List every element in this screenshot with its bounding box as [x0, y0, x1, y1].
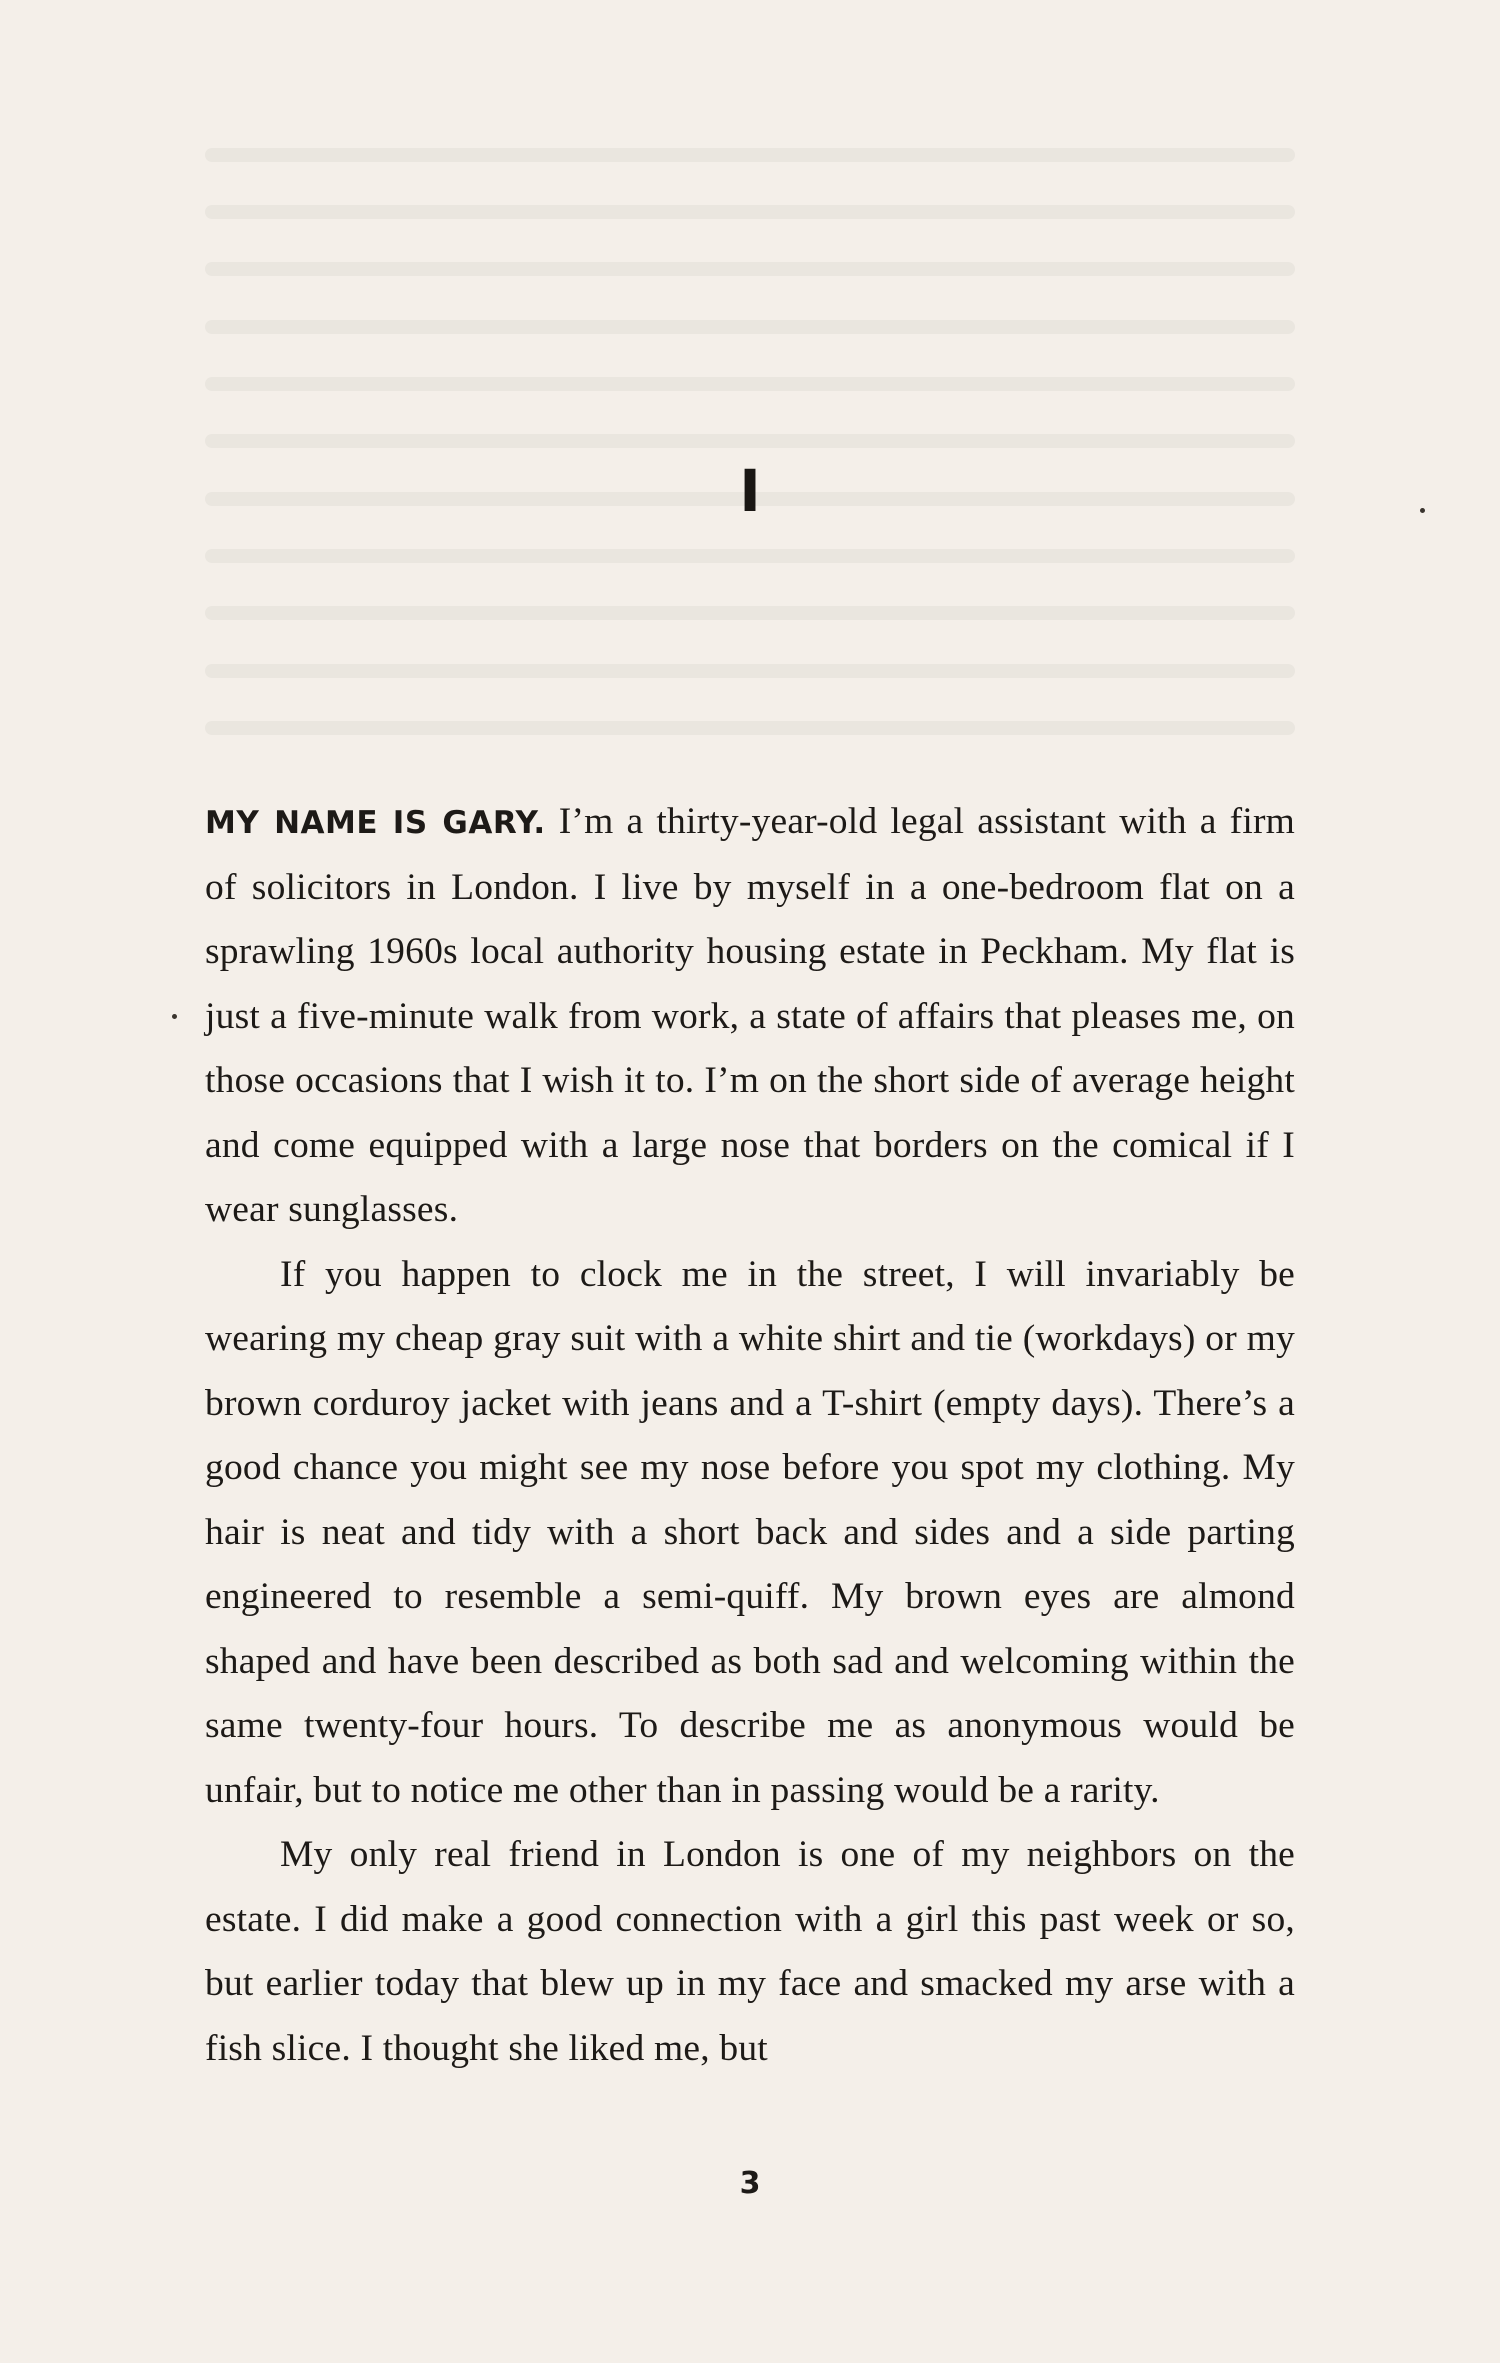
page-number: 3: [739, 2166, 761, 2201]
bleed-through-line: [205, 377, 1295, 391]
paper-speck: [172, 1014, 177, 1019]
bleed-through-line: [205, 262, 1295, 276]
bleed-through-line: [205, 549, 1295, 563]
paragraph-1-text: I’m a thirty-year-old legal assistant with a firm of solicitors in London. I live by myself in a one-bedroom flat on a sprawling 1960s local authority housing estate in Peckham. My flat is just a five-minute walk from work, a state of affairs that pleases me, on those occasions that I wish it to. I’m on the short side of average height and come equipped with a large nose that borders on the comical if I wear sunglasses.: [205, 801, 1295, 1230]
paragraph-1: [205, 790, 1295, 1243]
bleed-through-line: [205, 606, 1295, 620]
bleed-through-line: [205, 320, 1295, 334]
bleed-through-line: [205, 721, 1295, 735]
paragraph-3: My only real friend in London is one of my neighbors on the estate. I did make a good connection with a girl this past week or so, but earlier today that blew up in my face and smacked my arse with a fish slice. I thought she liked me, but: [205, 1834, 1295, 2069]
chapter-lead-in: MY NAME IS GARY.: [205, 805, 546, 841]
bleed-through-line: [205, 664, 1295, 678]
bleed-through-line: [205, 205, 1295, 219]
chapter-body: [205, 790, 1295, 2081]
bleed-through-line: [205, 434, 1295, 448]
bleed-through-line: [205, 148, 1295, 162]
chapter-number: I: [739, 457, 761, 525]
paragraph-2: If you happen to clock me in the street, I will invariably be wearing my cheap gray suit with a white shirt and tie (workdays) or my brown corduroy jacket with jeans and a T-shirt (empty days). There’s a good chance you might see my nose before you spot my clothing. My hair is neat and tidy with a short back and sides and a side parting engineered to resemble a semi-quiff. My brown eyes are almond shaped and have been described as both sad and welcoming within the same twenty-four hours. To describe me as anonymous would be unfair, but to notice me other than in passing would be a rarity.: [205, 1253, 1295, 1811]
